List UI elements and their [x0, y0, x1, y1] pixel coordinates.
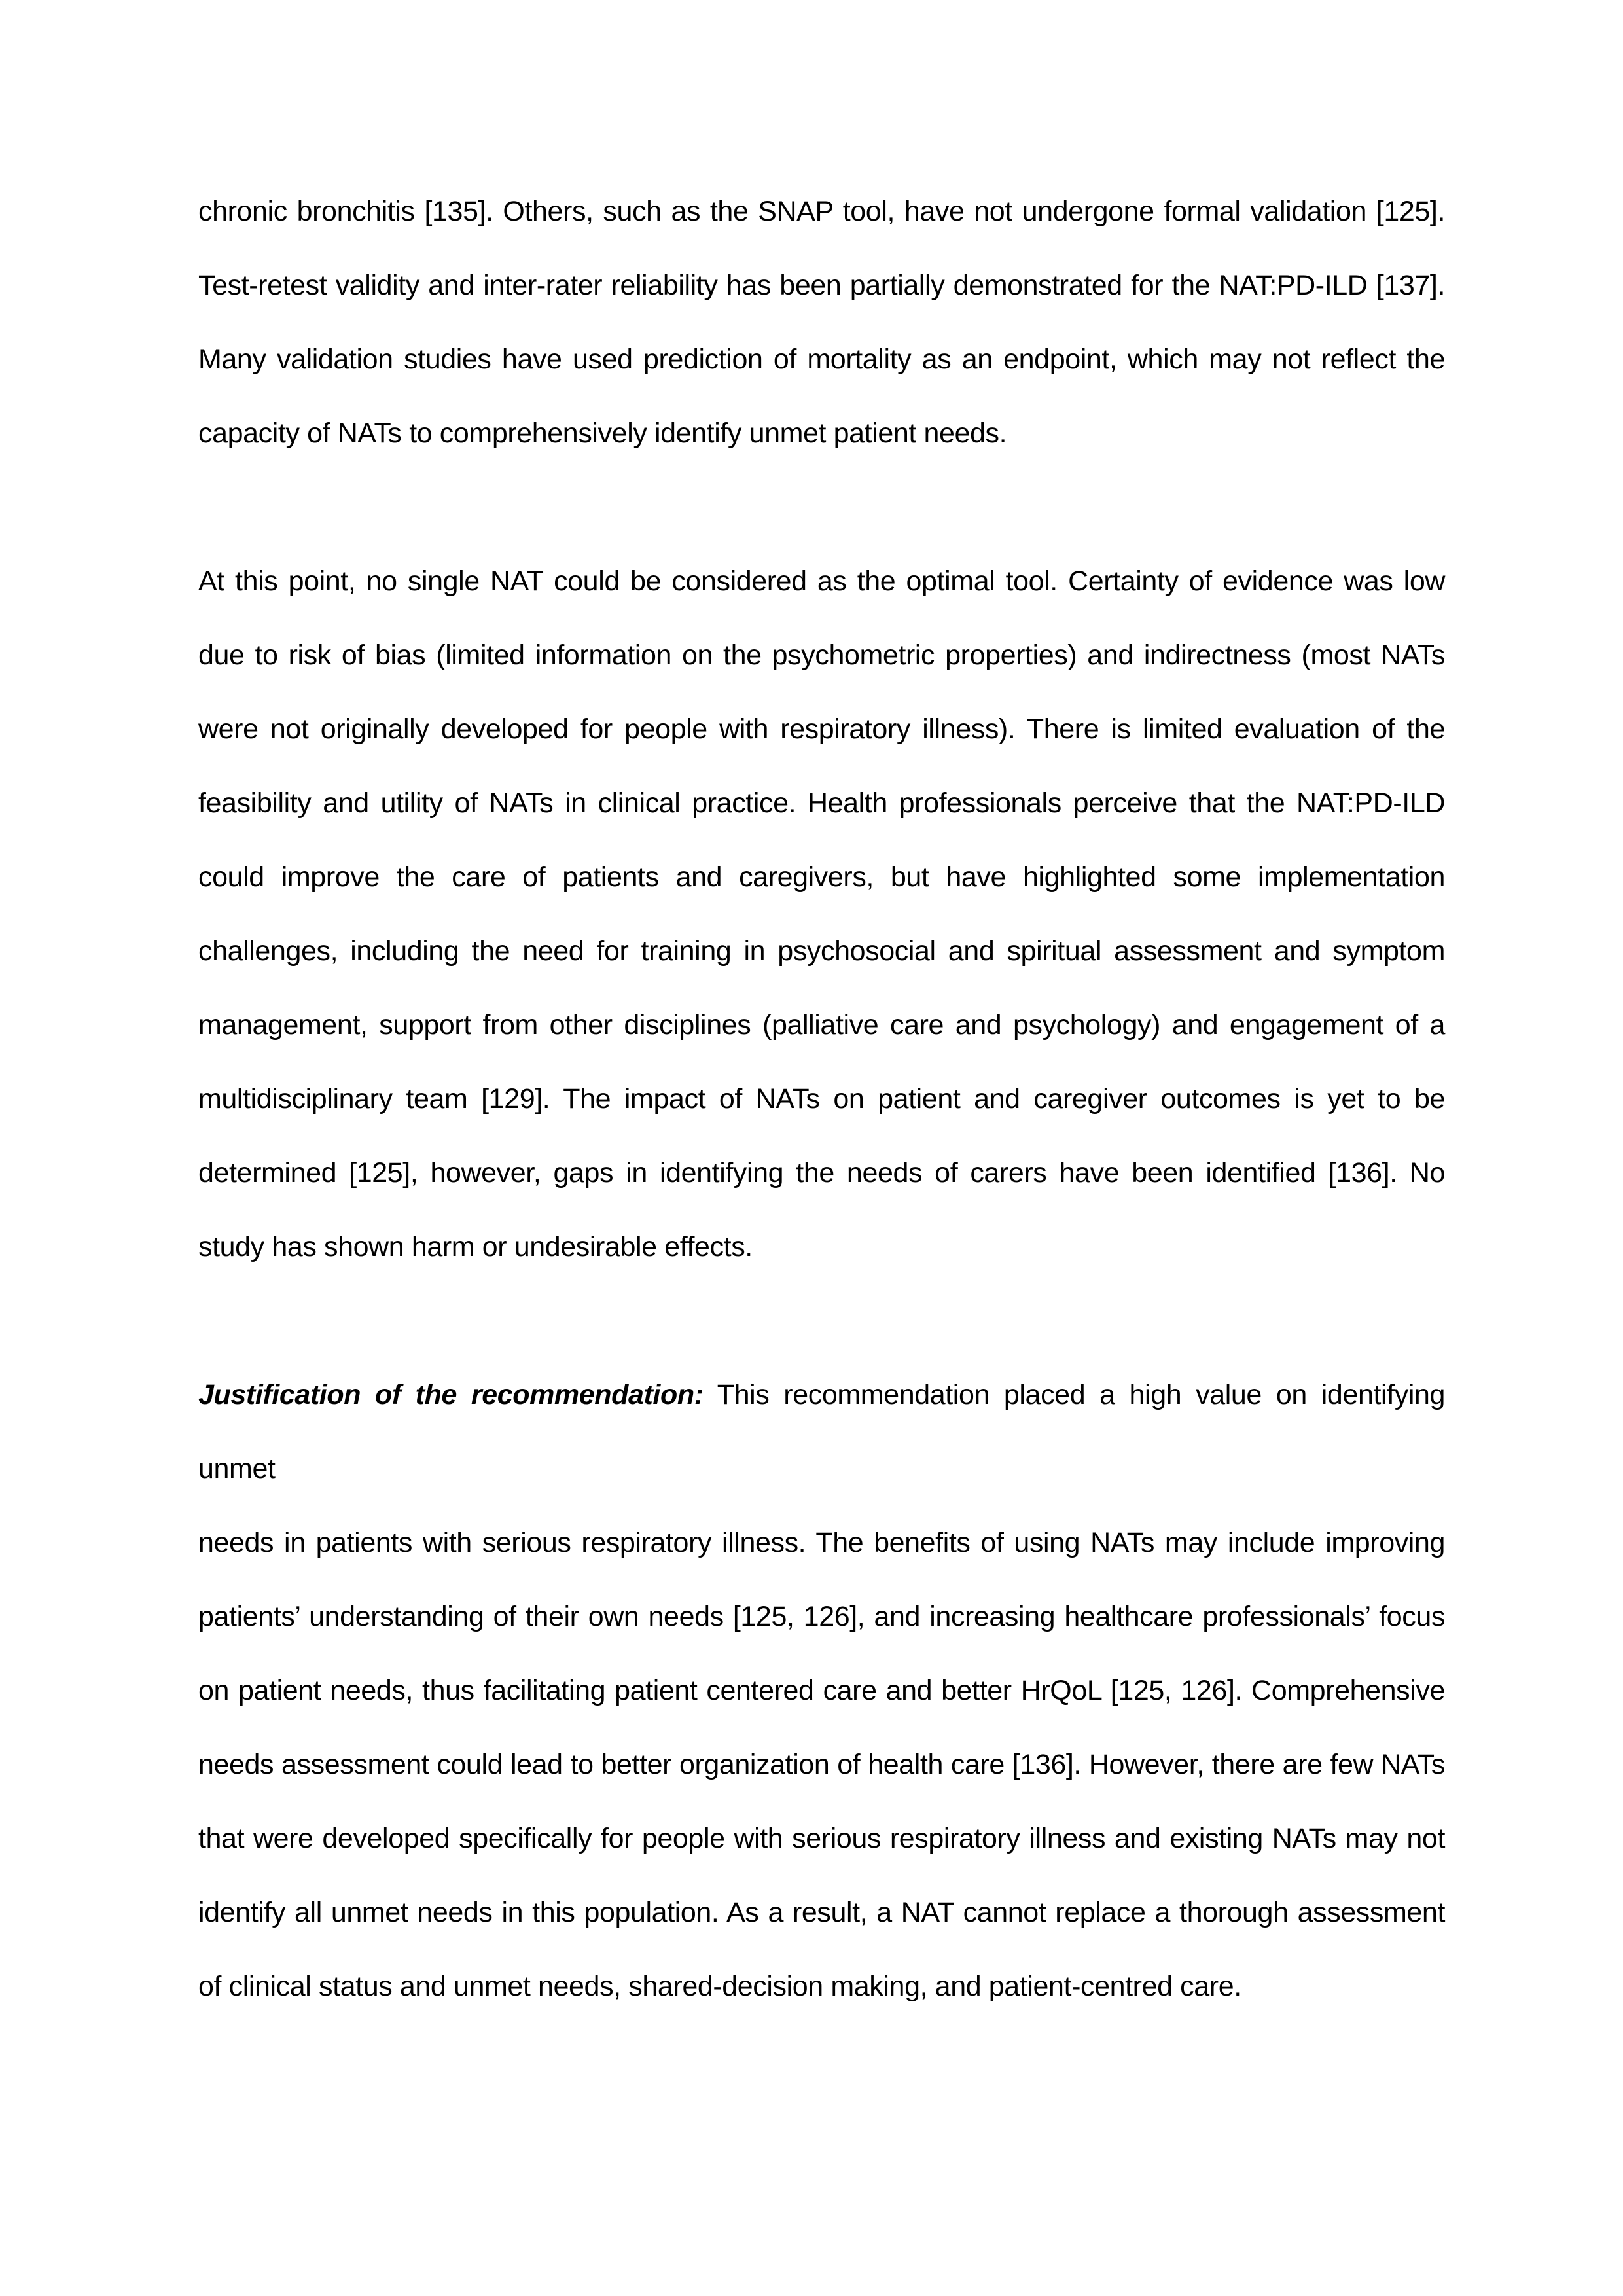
text-run: multidisciplinary team [129]. The impact of NATs on patient and caregiver outcomes is yet to be	[198, 1083, 1445, 1115]
paragraph	[198, 175, 1445, 471]
text-line	[198, 1358, 1445, 1506]
text-run: chronic bronchitis [135]. Others, such as the SNAP tool, have not undergone formal validation [125].	[198, 196, 1445, 227]
text-line	[198, 1210, 1445, 1284]
text-run: due to risk of bias (limited information on the psychometric properties) and indirectness (most NATs	[198, 639, 1445, 671]
text-line	[198, 1802, 1445, 1876]
paragraph	[198, 545, 1445, 1284]
text-run: needs in patients with serious respiratory illness. The benefits of using NATs may include improving	[198, 1527, 1445, 1558]
text-line	[198, 545, 1445, 619]
text-line	[198, 840, 1445, 914]
text-run: capacity of NATs to comprehensively identify unmet patient needs.	[198, 418, 1007, 449]
text-run: on patient needs, thus facilitating patient centered care and better HrQoL [125, 126]. Comprehensive	[198, 1675, 1445, 1706]
text-run: that were developed specifically for people with serious respiratory illness and existing NATs may not	[198, 1823, 1445, 1854]
page-text-content	[198, 175, 1445, 2098]
text-line	[198, 1876, 1445, 1950]
text-run: management, support from other disciplines (palliative care and psychology) and engagement of a	[198, 1009, 1445, 1041]
text-line	[198, 1728, 1445, 1802]
paragraph	[198, 1358, 1445, 2024]
bold-italic-run: Justification of the recommendation:	[198, 1379, 704, 1410]
text-run: study has shown harm or undesirable effects.	[198, 1231, 753, 1263]
text-line	[198, 397, 1445, 471]
text-run: Many validation studies have used prediction of mortality as an endpoint, which may not reflect the	[198, 344, 1445, 375]
text-run: challenges, including the need for training in psychosocial and spiritual assessment and symptom	[198, 935, 1445, 967]
text-run: could improve the care of patients and caregivers, but have highlighted some implementation	[198, 861, 1445, 893]
text-run: feasibility and utility of NATs in clinical practice. Health professionals perceive that the NAT:PD-ILD	[198, 787, 1445, 819]
text-line	[198, 766, 1445, 840]
text-line	[198, 249, 1445, 323]
text-run: This recommendation placed a high value on identifying unmet	[198, 1379, 1445, 1484]
text-line	[198, 692, 1445, 766]
text-line	[198, 619, 1445, 692]
text-run: were not originally developed for people with respiratory illness). There is limited evaluation of the	[198, 713, 1445, 745]
text-line	[198, 1062, 1445, 1136]
text-line	[198, 1950, 1445, 2024]
text-line	[198, 1506, 1445, 1580]
text-run: of clinical status and unmet needs, shared-decision making, and patient-centred care.	[198, 1971, 1241, 2002]
text-line	[198, 1136, 1445, 1210]
text-line	[198, 1654, 1445, 1728]
text-line	[198, 988, 1445, 1062]
text-line	[198, 914, 1445, 988]
text-run: determined [125], however, gaps in identifying the needs of carers have been identified [136]. No	[198, 1157, 1445, 1189]
text-run: needs assessment could lead to better organization of health care [136]. However, there are few NATs	[198, 1749, 1445, 1780]
text-run: At this point, no single NAT could be considered as the optimal tool. Certainty of evidence was low	[198, 565, 1445, 597]
text-line	[198, 323, 1445, 397]
text-line	[198, 1580, 1445, 1654]
text-run: identify all unmet needs in this population. As a result, a NAT cannot replace a thorough assessment	[198, 1897, 1445, 1928]
text-run: patients’ understanding of their own needs [125, 126], and increasing healthcare professionals’ focus	[198, 1601, 1445, 1632]
text-line	[198, 175, 1445, 249]
text-run: Test-retest validity and inter-rater reliability has been partially demonstrated for the NAT:PD-ILD [137].	[198, 270, 1445, 301]
